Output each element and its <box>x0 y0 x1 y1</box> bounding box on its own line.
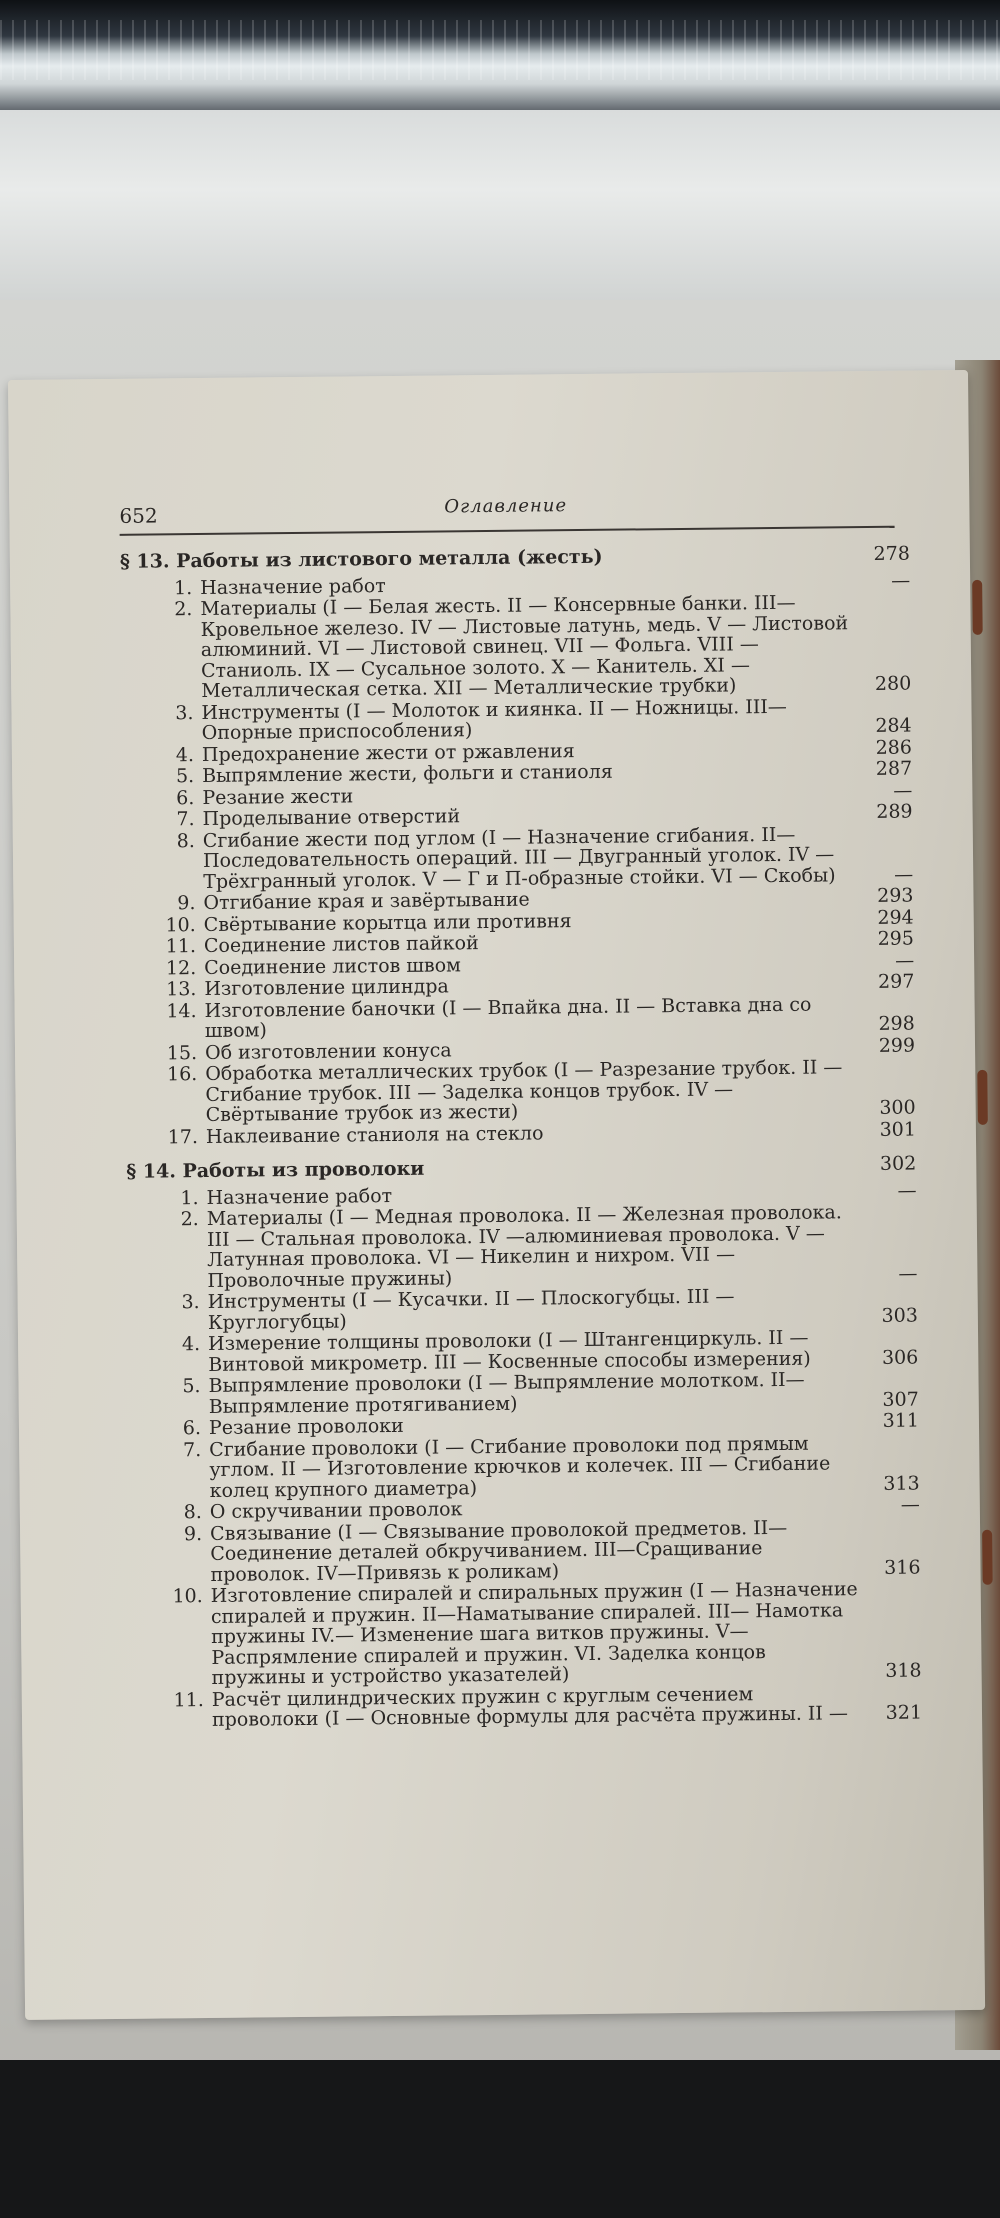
entry-page: — <box>891 569 911 592</box>
toc-entry <box>123 823 914 893</box>
entry-page: 284 <box>875 714 912 737</box>
page-number: 652 <box>119 503 158 528</box>
section-page: 278 <box>873 542 910 565</box>
entry-number: 11. <box>165 935 197 958</box>
entry-page: 299 <box>878 1034 916 1057</box>
entry-number: 1. <box>180 1186 199 1209</box>
entry-title: Проделывание отверстий <box>202 805 461 830</box>
entry-number: 12. <box>165 956 197 979</box>
entry-title: О скручивании проволок <box>209 1498 463 1523</box>
entry-page: 307 <box>882 1388 919 1411</box>
entry-page: 289 <box>876 800 913 823</box>
entry-page: 297 <box>877 970 915 993</box>
page-header <box>119 496 894 536</box>
entry-number: 3. <box>181 1291 200 1314</box>
window-blind <box>0 20 1000 80</box>
entry-page: 294 <box>877 906 914 929</box>
entry-title: Расчёт цилиндрических пружин с круглым сечением проволоки (I — Основные формулы для расчёта пружины. II — <box>211 1682 849 1731</box>
entry-title: Об изготовлении конуса <box>204 1038 452 1064</box>
entry-page: 303 <box>881 1304 918 1327</box>
section-title: § 13. Работы из листового металла (жесть) <box>119 545 603 573</box>
entry-number: 7. <box>182 1438 202 1461</box>
entry-number: 5. <box>175 765 195 788</box>
toc-entry <box>120 592 911 703</box>
entry-title: Изготовление спиралей и спиральных пружин (I — Назначение спиралей и пружин. II—Наматывание спиралей. III— Намотка пружины IV.— Изменение шага витков пружины. V— Распрямление спиралей и пружин. VI. Заделка концов пружины и устройство указателей) <box>210 1578 858 1689</box>
entry-page: 286 <box>875 736 913 759</box>
section-heading <box>120 544 910 573</box>
entry-number: 2. <box>174 598 193 621</box>
entry-title: Соединение листов пайкой <box>203 932 479 957</box>
section-title: § 14. Работы из проволоки <box>126 1157 425 1183</box>
entry-title: Свёртывание корытца или противня <box>203 909 572 936</box>
running-head: Оглавление <box>444 495 568 518</box>
entry-page: — <box>900 1493 920 1516</box>
entry-page: — <box>895 949 915 972</box>
toc-entry <box>125 993 915 1042</box>
entry-page: — <box>898 1262 918 1285</box>
entry-title: Обработка металлических трубок (I — Разрезание трубок. II — Сгибание трубок. III — Заделка концов трубок. IV — Свёртывание трубок из жести) <box>205 1056 843 1126</box>
entry-title: Назначение работ <box>200 574 386 599</box>
entry-title: Соединение листов швом <box>204 953 462 979</box>
entry-title: Материалы (I — Белая жесть. II — Консервные банки. III— Кровельное железо. IV — Листовые латунь, медь. V — Листовой алюминий. VI — Листовой свинец. VII — Фольга. VIII — Станиоль. IX — Сусальное золото. X — Канитель. XI — Металлическая сетка. XII — Металлические трубки) <box>200 591 849 702</box>
entry-title: Выпрямление жести, фольги и станиоля <box>202 760 613 787</box>
entry-number: 4. <box>175 743 195 766</box>
entry-page: 306 <box>881 1346 919 1369</box>
entry-page: 301 <box>879 1118 917 1141</box>
entry-number: 17. <box>167 1125 199 1148</box>
entry-number: 5. <box>182 1375 201 1398</box>
binding-mark <box>977 1070 988 1125</box>
entry-page: 280 <box>874 672 912 695</box>
entry-page: 318 <box>885 1659 922 1682</box>
entry-page: 293 <box>877 884 914 907</box>
section-page: 302 <box>879 1152 917 1175</box>
entry-page: 311 <box>882 1409 920 1432</box>
entry-number: 11. <box>173 1688 204 1711</box>
entry-title: Наклеивание станиоля на стекло <box>205 1121 544 1148</box>
entry-title: Инструменты (I — Кусачки. II — Плоскогубцы. III — Круглогубцы) <box>207 1285 735 1334</box>
entry-title: Предохранение жести от ржавления <box>201 739 575 766</box>
entry-number: 16. <box>166 1063 198 1086</box>
entry-page: 300 <box>879 1096 916 1119</box>
toc-entry <box>129 1432 920 1502</box>
entry-page: — <box>894 863 914 886</box>
entry-number: 7. <box>176 808 195 831</box>
toc-entry <box>128 1369 918 1418</box>
entry-title: Резание проволоки <box>208 1414 404 1439</box>
entry-title: Изготовление баночки (I — Впайка дна. II — Вставка дна со швом) <box>204 993 812 1042</box>
entry-number: 8. <box>183 1501 202 1524</box>
toc-entry <box>121 695 911 744</box>
table-of-contents <box>120 536 922 1733</box>
entry-number: 3. <box>175 701 194 724</box>
entry-number: 2. <box>180 1208 199 1231</box>
toc-entry <box>132 1682 922 1731</box>
entry-title: Сгибание жести под углом (I — Назначение сгибания. II— Последовательность операций. III — Двугранный уголок. IV — Трёхгранный уголок. V — Г и П-образные стойки. VI — Скобы) <box>202 823 836 893</box>
entry-number: 6. <box>182 1417 202 1440</box>
entry-number: 14. <box>166 999 197 1022</box>
entry-number: 1. <box>173 576 193 599</box>
entry-title: Инструменты (I — Молоток и киянка. II — Ножницы. III— Опорные приспособления) <box>201 695 787 744</box>
entry-title: Изготовление цилиндра <box>204 975 449 1000</box>
entry-title: Резание жести <box>202 784 354 809</box>
binding-mark <box>972 580 983 635</box>
entry-number: 10. <box>172 1585 203 1608</box>
entry-page: 313 <box>883 1472 920 1495</box>
entry-title: Отгибание края и завёртывание <box>203 888 530 914</box>
entry-number: 9. <box>183 1522 203 1545</box>
toc-entry <box>130 1516 921 1586</box>
entry-title: Измерение толщины проволоки (I — Штангенциркуль. II — Винтовой микрометр. III — Косвенные способы измерения) <box>207 1326 811 1376</box>
entry-number: 15. <box>166 1041 198 1064</box>
entry-title: Назначение работ <box>206 1184 393 1209</box>
entry-page: — <box>897 1179 917 1202</box>
entry-number: 13. <box>166 978 197 1001</box>
section-heading <box>126 1154 916 1183</box>
entry-title: Материалы (I — Медная проволока. II — Железная проволока. III — Стальная проволока. IV —алюминиевая проволока. V — Латунная проволока. VI — Никелин и нихром. VII — Проволочные пружины) <box>206 1201 842 1292</box>
entry-title: Выпрямление проволоки (I — Выпрямление молотком. II— Выпрямление протягиванием) <box>208 1368 805 1418</box>
entry-page: 295 <box>877 927 915 950</box>
entry-page: — <box>893 779 913 802</box>
entry-number: 6. <box>176 786 195 809</box>
entry-page: 298 <box>878 1012 915 1035</box>
toc-entry <box>125 1057 916 1127</box>
binding-mark <box>982 1530 993 1585</box>
entry-number: 8. <box>176 829 195 852</box>
entry-page: 316 <box>884 1556 921 1579</box>
toc-entry <box>131 1579 922 1690</box>
entry-title: Сгибание проволоки (I — Сгибание проволоки под прямым углом. II — Изготовление крючков и колечек. III — Сгибание колец крупного диаметра) <box>209 1432 831 1502</box>
entry-number: 9. <box>177 892 196 915</box>
entry-page: 321 <box>885 1701 923 1724</box>
window-sill <box>0 110 1000 310</box>
entry-title: Связывание (I — Связывание проволокой предметов. II— Соединение деталей обкручиванием. III—Сращивание проволок. IV—Привязь к роликам) <box>209 1516 788 1586</box>
entry-page: 287 <box>875 757 913 780</box>
toc-entry <box>127 1202 918 1292</box>
dark-cloth <box>0 2060 1000 2218</box>
entry-number: 4. <box>181 1333 201 1356</box>
entry-number: 10. <box>165 913 196 936</box>
book-page <box>8 370 985 2020</box>
